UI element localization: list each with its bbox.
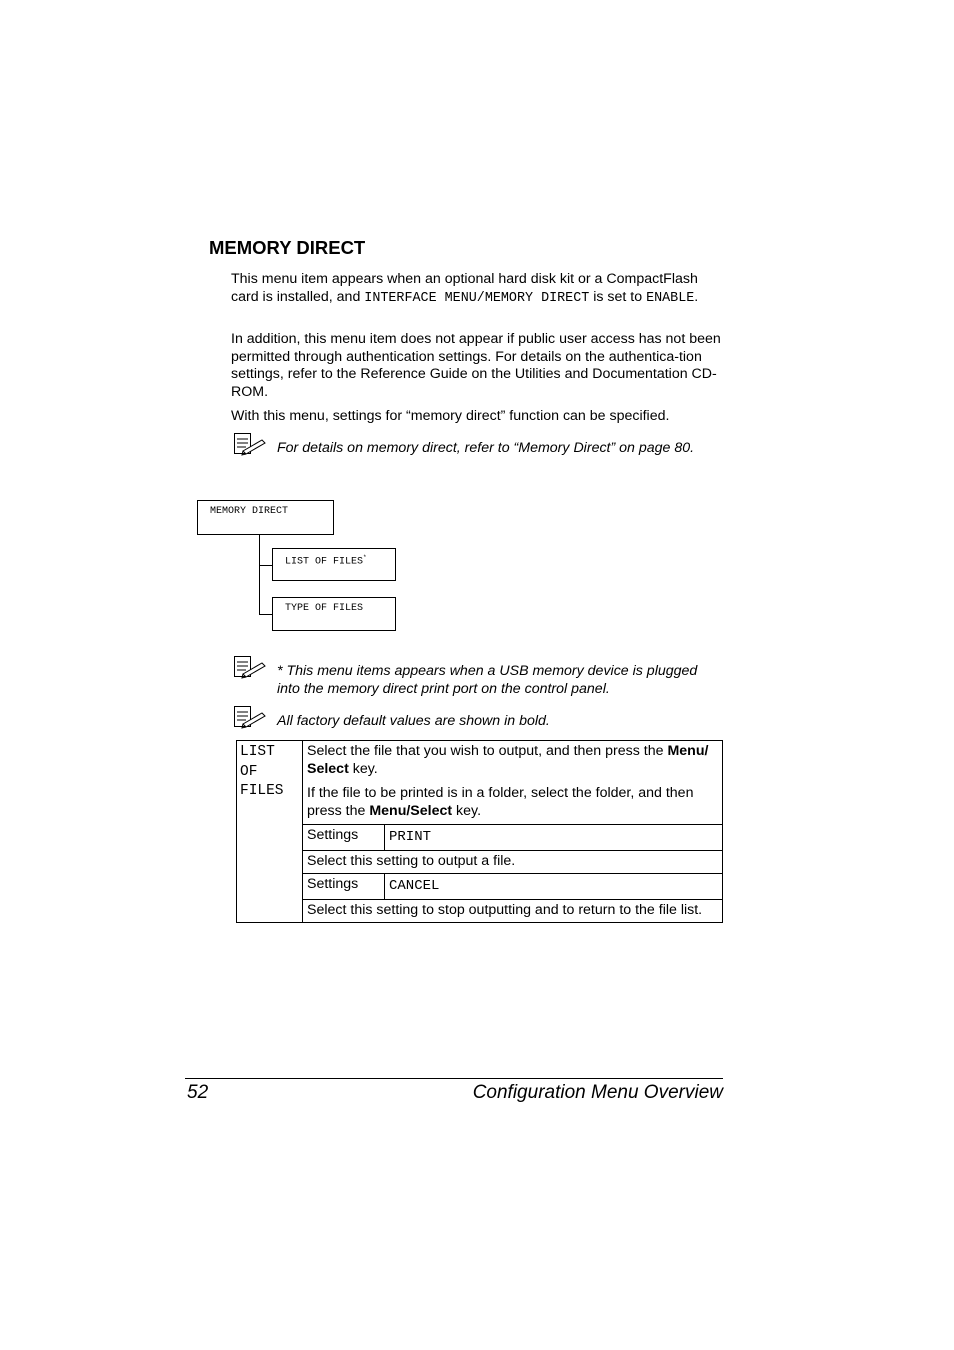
key-name: Menu/Select: [369, 802, 453, 819]
settings-value: PRINT: [385, 825, 723, 851]
tree-connector-horizontal: [259, 614, 272, 615]
note: [233, 705, 733, 731]
footer-rule: [185, 1078, 723, 1079]
menu-child-label: TYPE OF FILES: [285, 603, 364, 614]
footer-title: Configuration Menu Overview: [472, 1082, 723, 1103]
note-pencil-icon: [233, 705, 267, 729]
intro-text: This menu item appears when an optional hard disk kit or a CompactFlash card is installed, and: [231, 271, 698, 305]
table-row: [237, 741, 723, 825]
menu-child-type-of-files: [272, 597, 396, 631]
settings-label: Settings: [303, 874, 385, 900]
table-row: [237, 899, 723, 923]
description-paragraph: If the file to be printed is in a folder, select the folder, and then press the Menu/Select key.: [307, 785, 694, 819]
setting-description: Select this setting to output a file.: [303, 850, 723, 874]
footnote-mark: *: [363, 554, 367, 561]
menu-item-name: [237, 741, 303, 923]
note-text: * This menu items appears when a USB memory device is plugged into the memory direct print port on the control panel.: [277, 663, 698, 697]
menu-child-label: LIST OF FILES: [285, 556, 364, 568]
intro-text: is set to: [589, 288, 647, 305]
table-row: [237, 825, 723, 851]
intro-paragraph-2: In addition, this menu item does not appear if public user access has not been permitted through authentication settings. For details on the authentica-tion settings, refer to the Reference Guide on the Utilities and Documentation CD-ROM.: [231, 331, 721, 400]
item-line: OF: [240, 763, 258, 780]
settings-table: [236, 740, 723, 923]
section-title: MEMORY DIRECT: [209, 237, 366, 258]
intro-text: .: [694, 288, 699, 305]
key-name: Menu/ Select: [307, 743, 709, 777]
description-paragraph: Select the file that you wish to output, and then press the Menu/ Select key.: [307, 743, 709, 777]
table-row: [237, 874, 723, 900]
enable-code: ENABLE: [646, 290, 695, 306]
item-line: LIST: [240, 744, 275, 760]
note-pencil-icon: [233, 432, 267, 456]
menu-child-list-of-files: [272, 548, 396, 581]
setting-description: Select this setting to stop outputting and to return to the file list.: [303, 899, 723, 923]
menu-root-label: MEMORY DIRECT: [210, 506, 289, 517]
note: [233, 432, 733, 458]
tree-connector-horizontal: [259, 565, 272, 566]
note-text: For details on memory direct, refer to “Memory Direct” on page 80.: [277, 440, 695, 456]
item-line: FILES: [240, 783, 284, 799]
note: [233, 655, 733, 699]
tree-connector-vertical: [259, 535, 260, 614]
note-pencil-icon: [233, 655, 267, 679]
intro-paragraph-3: With this menu, settings for “memory direct” function can be specified.: [231, 408, 670, 424]
menu-path-code: INTERFACE MENU/MEMORY DIRECT: [364, 290, 590, 306]
menu-root-box: [197, 500, 334, 535]
page-number: 52: [187, 1082, 209, 1103]
item-description: [303, 741, 723, 825]
settings-label: Settings: [303, 825, 385, 851]
table-row: [237, 850, 723, 874]
note-text: All factory default values are shown in bold.: [277, 713, 550, 729]
settings-value: CANCEL: [385, 874, 723, 900]
intro-paragraph-1: [231, 271, 726, 307]
